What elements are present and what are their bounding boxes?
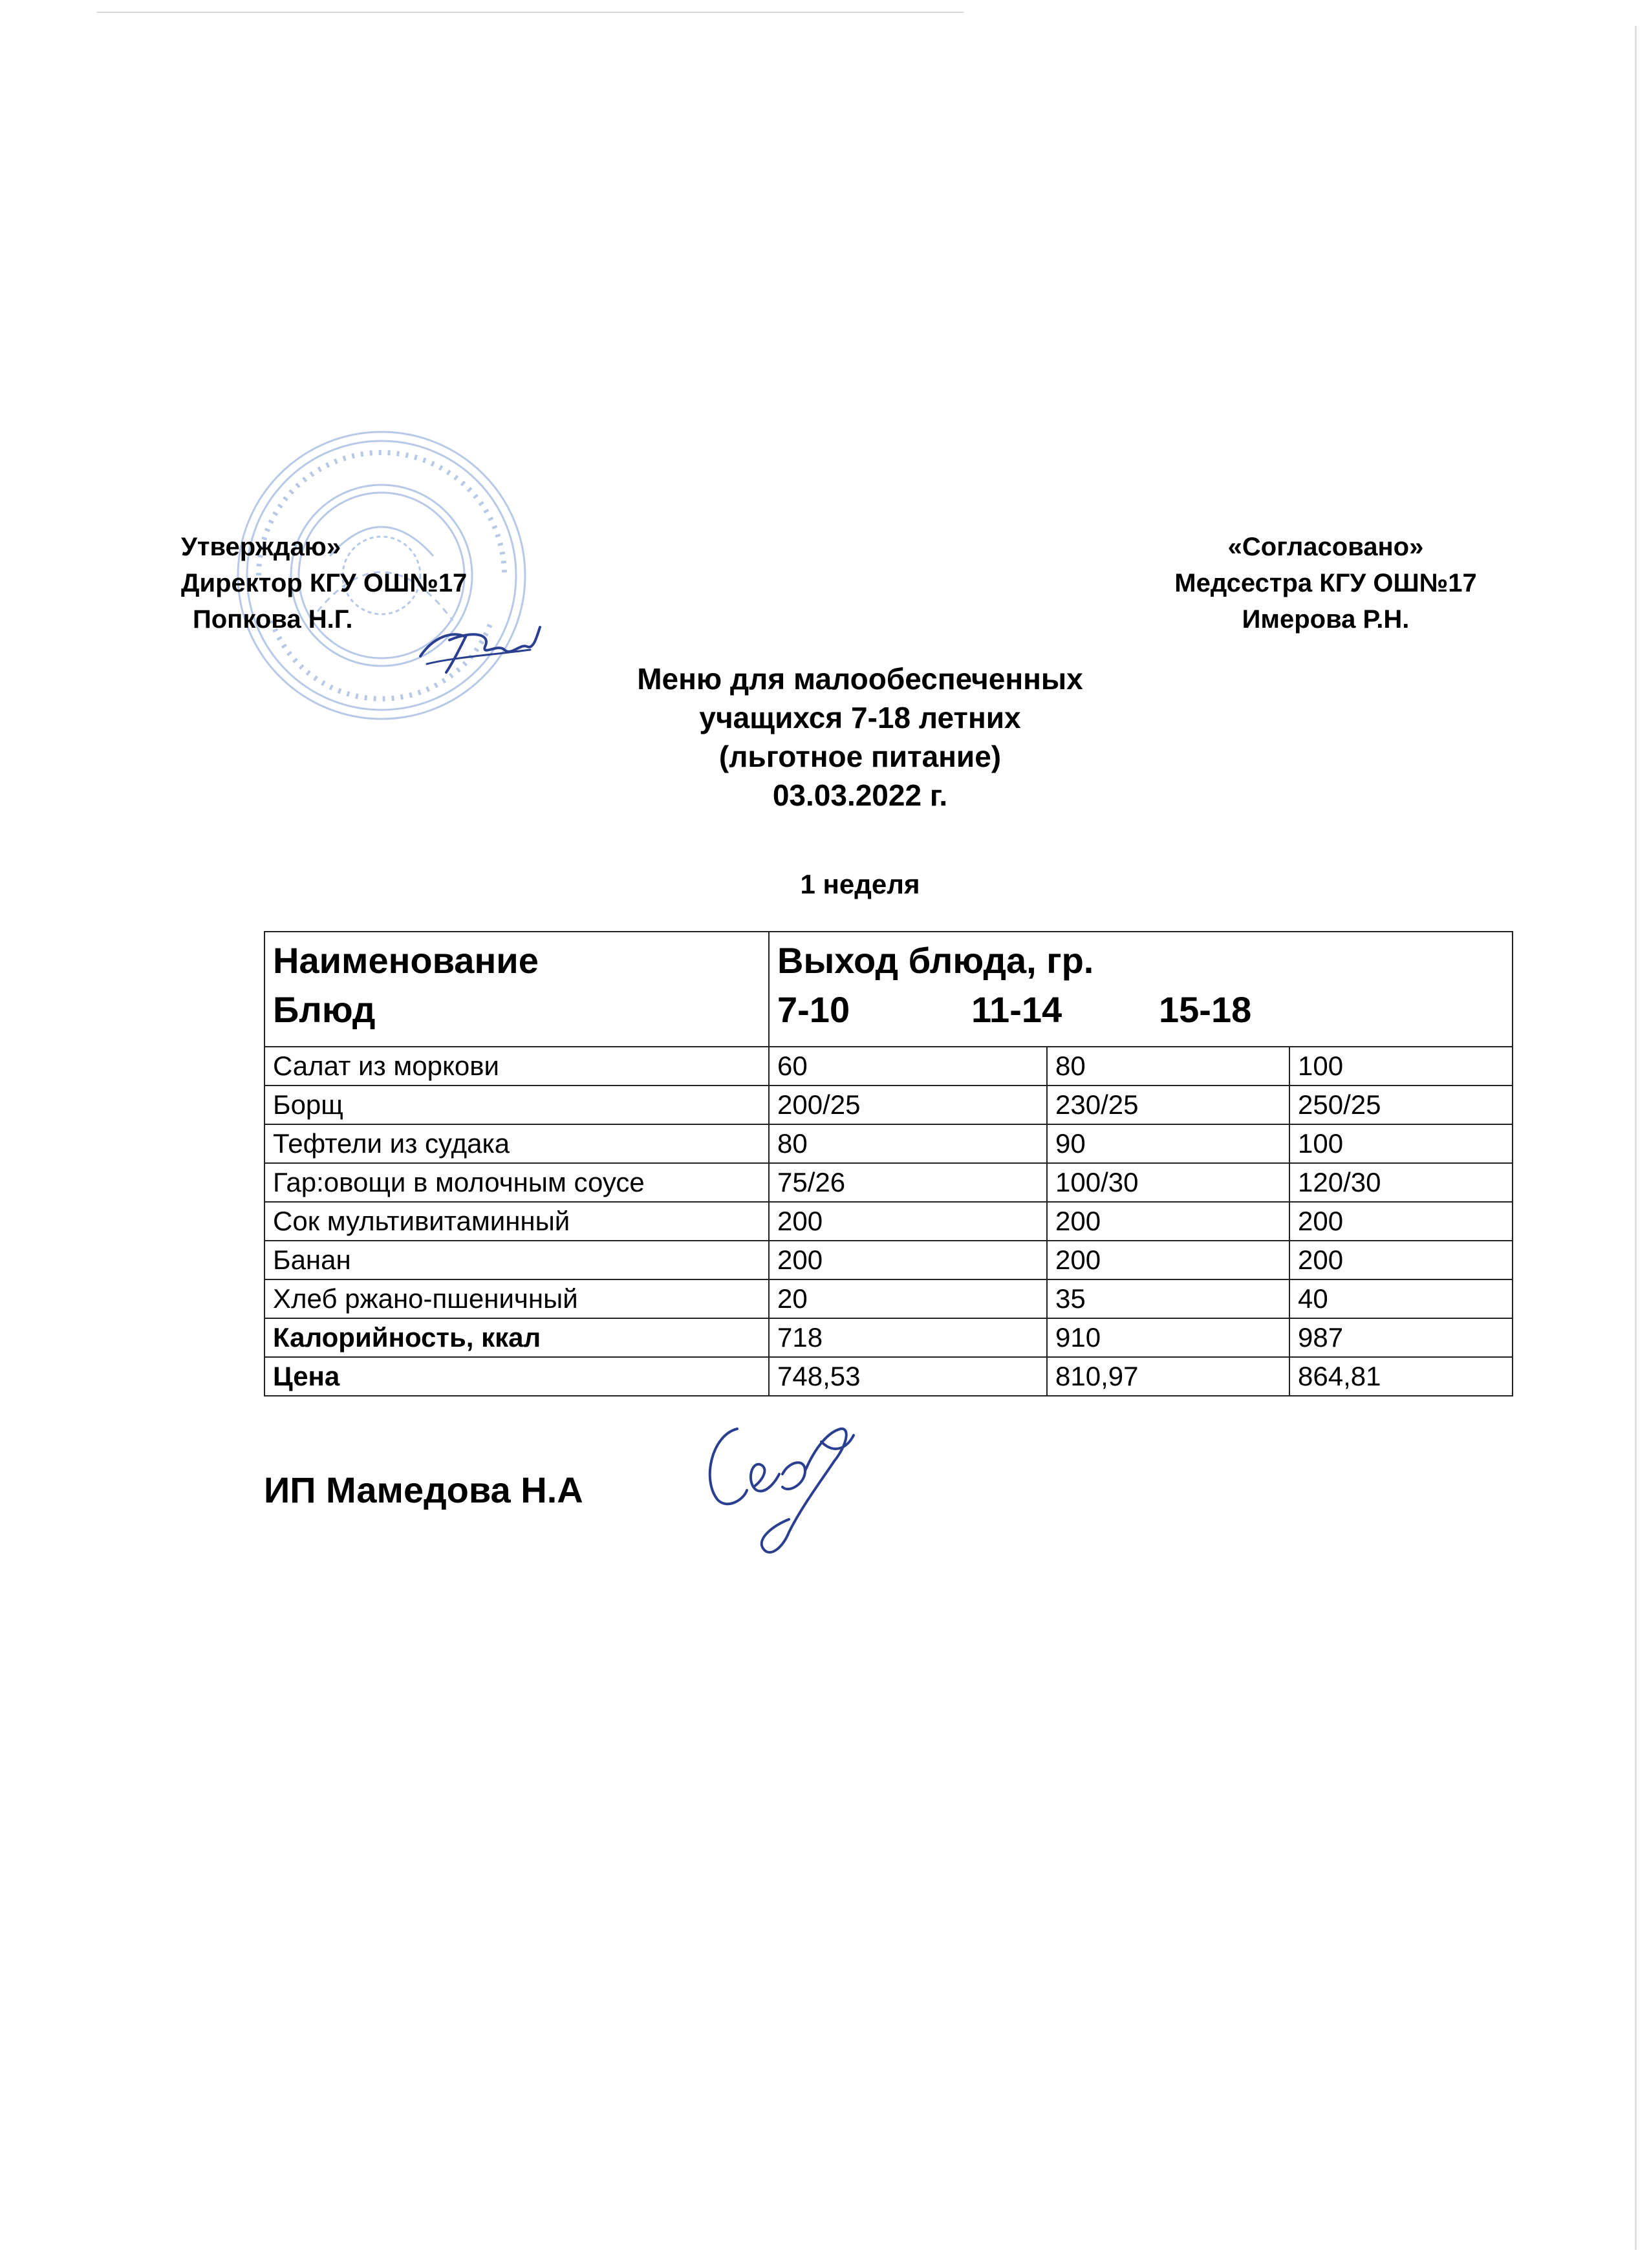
portion-11-14: 200: [1047, 1241, 1289, 1279]
agreement-title: «Согласовано»: [1227, 533, 1424, 561]
calories-15-18: 987: [1289, 1318, 1513, 1357]
price-7-10: 748,53: [769, 1357, 1047, 1396]
supplier-signature-icon: [692, 1409, 860, 1565]
table-row: [264, 1279, 1513, 1318]
portion-11-14: 90: [1047, 1124, 1289, 1163]
approval-position: Директор КГУ ОШ№17: [181, 569, 468, 597]
table-row: [264, 1163, 1513, 1202]
portion-7-10: 75/26: [769, 1163, 1047, 1202]
portion-7-10: 20: [769, 1279, 1047, 1318]
header-output: Выход блюда, гр. 7-10 11-14 15-18: [769, 932, 1513, 1047]
table-row: [264, 1086, 1513, 1124]
price-label: Цена: [264, 1357, 769, 1396]
price-row: [264, 1357, 1513, 1396]
table-header-row: [264, 932, 1513, 1047]
table-row: [264, 1047, 1513, 1086]
menu-table: [264, 931, 1513, 1396]
agreement-person: Имерова Р.Н.: [1242, 605, 1410, 634]
dish-name: Сок мультивитаминный: [264, 1202, 769, 1241]
portion-15-18: 100: [1289, 1124, 1513, 1163]
table-row: [264, 1124, 1513, 1163]
title-date: 03.03.2022 г.: [772, 778, 948, 812]
table-row: [264, 1202, 1513, 1241]
header-age-groups: [777, 985, 1504, 1034]
portion-7-10: 200: [769, 1241, 1047, 1279]
portion-15-18: 100: [1289, 1047, 1513, 1086]
portion-11-14: 230/25: [1047, 1086, 1289, 1124]
approval-title: Утверждаю»: [181, 533, 341, 561]
portion-15-18: 200: [1289, 1241, 1513, 1279]
price-15-18: 864,81: [1289, 1357, 1513, 1396]
portion-7-10: 200/25: [769, 1086, 1047, 1124]
title-line-3: (льготное питание): [718, 740, 1002, 773]
portion-11-14: 100/30: [1047, 1163, 1289, 1202]
approval-person: Попкова Н.Г.: [193, 605, 353, 634]
dish-name: Банан: [264, 1241, 769, 1279]
calories-11-14: 910: [1047, 1318, 1289, 1357]
dish-name: Тефтели из судака: [264, 1124, 769, 1163]
dish-name: Гар:овощи в молочным соусе: [264, 1163, 769, 1202]
portion-7-10: 80: [769, 1124, 1047, 1163]
age-group-7-10: 7-10: [777, 989, 850, 1030]
dish-name: Салат из моркови: [264, 1047, 769, 1086]
table-row: [264, 1241, 1513, 1279]
agreement-block: [1099, 529, 1552, 637]
age-group-15-18: 15-18: [1159, 989, 1252, 1030]
title-line-1: Меню для малообеспеченных: [637, 662, 1083, 696]
scan-edge-top: [97, 12, 964, 13]
supplier-name: ИП Мамедова Н.А: [264, 1470, 583, 1510]
calories-row: [264, 1318, 1513, 1357]
portion-7-10: 200: [769, 1202, 1047, 1241]
dish-name: Борщ: [264, 1086, 769, 1124]
header-dish-name: Наименование Блюд: [264, 932, 769, 1047]
portion-11-14: 200: [1047, 1202, 1289, 1241]
portion-11-14: 80: [1047, 1047, 1289, 1086]
portion-7-10: 60: [769, 1047, 1047, 1086]
scan-edge-right: [1635, 26, 1637, 2250]
agreement-position: Медсестра КГУ ОШ№17: [1174, 569, 1477, 597]
portion-15-18: 250/25: [1289, 1086, 1513, 1124]
portion-11-14: 35: [1047, 1279, 1289, 1318]
age-group-11-14: 11-14: [971, 989, 1062, 1030]
week-label: 1 неделя: [800, 869, 920, 899]
calories-label: Калорийность, ккал: [264, 1318, 769, 1357]
portion-15-18: 200: [1289, 1202, 1513, 1241]
title-line-2: учащихся 7-18 летних: [699, 701, 1021, 734]
dish-name: Хлеб ржано-пшеничный: [264, 1279, 769, 1318]
document-title: [401, 659, 1319, 815]
price-11-14: 810,97: [1047, 1357, 1289, 1396]
calories-7-10: 718: [769, 1318, 1047, 1357]
portion-15-18: 40: [1289, 1279, 1513, 1318]
portion-15-18: 120/30: [1289, 1163, 1513, 1202]
